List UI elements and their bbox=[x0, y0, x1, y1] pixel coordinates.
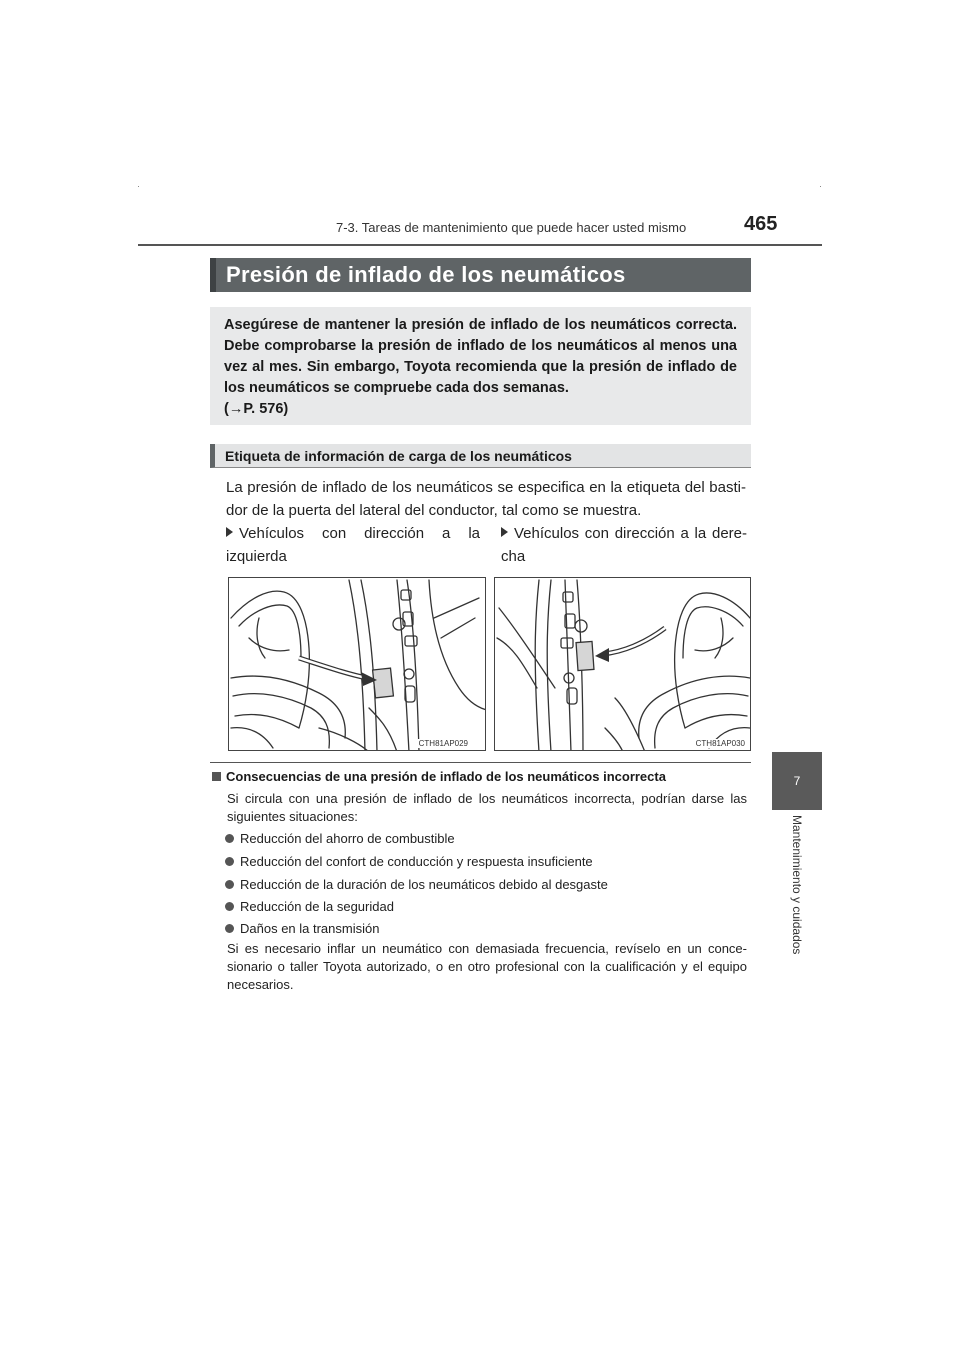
section-divider bbox=[210, 762, 751, 763]
bullet-dot-icon bbox=[225, 902, 234, 911]
intro-reference: (→P. 576) bbox=[224, 401, 289, 417]
chapter-label-text: Mantenimiento y cuidados bbox=[790, 815, 804, 955]
triangle-bullet-icon bbox=[226, 527, 233, 537]
figure-left-hand-drive bbox=[228, 577, 486, 751]
subsection-title: Etiqueta de información de carga de los neumáticos bbox=[210, 444, 751, 468]
door-frame-illustration-right bbox=[495, 578, 751, 751]
figure-code-left: CTH81AP029 bbox=[418, 739, 468, 748]
list-item-text: Daños en la transmisión bbox=[240, 921, 380, 936]
page-title: Presión de inflado de los neumáticos bbox=[210, 258, 751, 292]
vehicle-left-text: Vehículos con dirección a la izquierda bbox=[226, 525, 480, 565]
triangle-bullet-icon bbox=[501, 527, 508, 537]
chapter-label bbox=[770, 815, 824, 975]
list-item bbox=[225, 899, 394, 914]
door-frame-illustration-left bbox=[229, 578, 486, 751]
chapter-tab: 7 bbox=[772, 752, 822, 810]
consequences-intro: Si circula con una presión de inflado de los neumáticos incorrecta, podrían darse las siguientes situaciones: bbox=[227, 791, 747, 824]
page-number: 465 bbox=[744, 213, 778, 235]
vehicle-right-text: Vehículos con dirección a la dere-cha bbox=[501, 525, 747, 565]
list-item-text: Reducción de la duración de los neumáticos debido al desgaste bbox=[240, 877, 608, 892]
list-item-text: Reducción de la seguridad bbox=[240, 899, 394, 914]
intro-box bbox=[210, 307, 751, 425]
bullet-dot-icon bbox=[225, 924, 234, 933]
list-item-text: Reducción del confort de conducción y respuesta insuficiente bbox=[240, 854, 593, 869]
vehicle-left-label bbox=[226, 522, 480, 568]
square-bullet-icon bbox=[212, 772, 221, 781]
header-rule bbox=[138, 244, 822, 246]
figure-right-hand-drive bbox=[494, 577, 751, 751]
figure-code-right: CTH81AP030 bbox=[695, 739, 745, 748]
list-item bbox=[225, 854, 593, 869]
bullet-dot-icon bbox=[225, 880, 234, 889]
consequences-heading-text: Consecuencias de una presión de inflado de los neumáticos incorrecta bbox=[226, 769, 666, 784]
list-item bbox=[225, 877, 608, 892]
list-item bbox=[225, 831, 455, 846]
consequences-heading bbox=[212, 769, 666, 784]
running-header: 7-3. Tareas de mantenimiento que puede hacer usted mismo bbox=[336, 220, 687, 235]
subsection-body: La presión de inflado de los neumáticos se especifica en la etiqueta del basti-dor de la puerta del lateral del conductor, tal como se muestra. bbox=[226, 479, 746, 519]
list-item bbox=[225, 921, 379, 936]
consequences-closing: Si es necesario inflar un neumático con demasiada frecuencia, revíselo en un conce-sionario o taller Toyota autorizado, o en otro profesional con la cualificación y el equipo necesarios. bbox=[227, 941, 747, 992]
crop-mark bbox=[138, 186, 139, 187]
bullet-dot-icon bbox=[225, 834, 234, 843]
intro-text: Asegúrese de mantener la presión de inflado de los neumáticos correcta. Debe comprobarse la presión de inflado de los neumáticos al menos una vez al mes. Sin embargo, Toyota recomienda que la presión de inflado de los neumáticos se compruebe cada dos semanas. bbox=[224, 317, 737, 396]
vehicle-right-label bbox=[501, 522, 747, 568]
bullet-dot-icon bbox=[225, 857, 234, 866]
list-item-text: Reducción del ahorro de combustible bbox=[240, 831, 455, 846]
crop-mark bbox=[820, 186, 821, 187]
